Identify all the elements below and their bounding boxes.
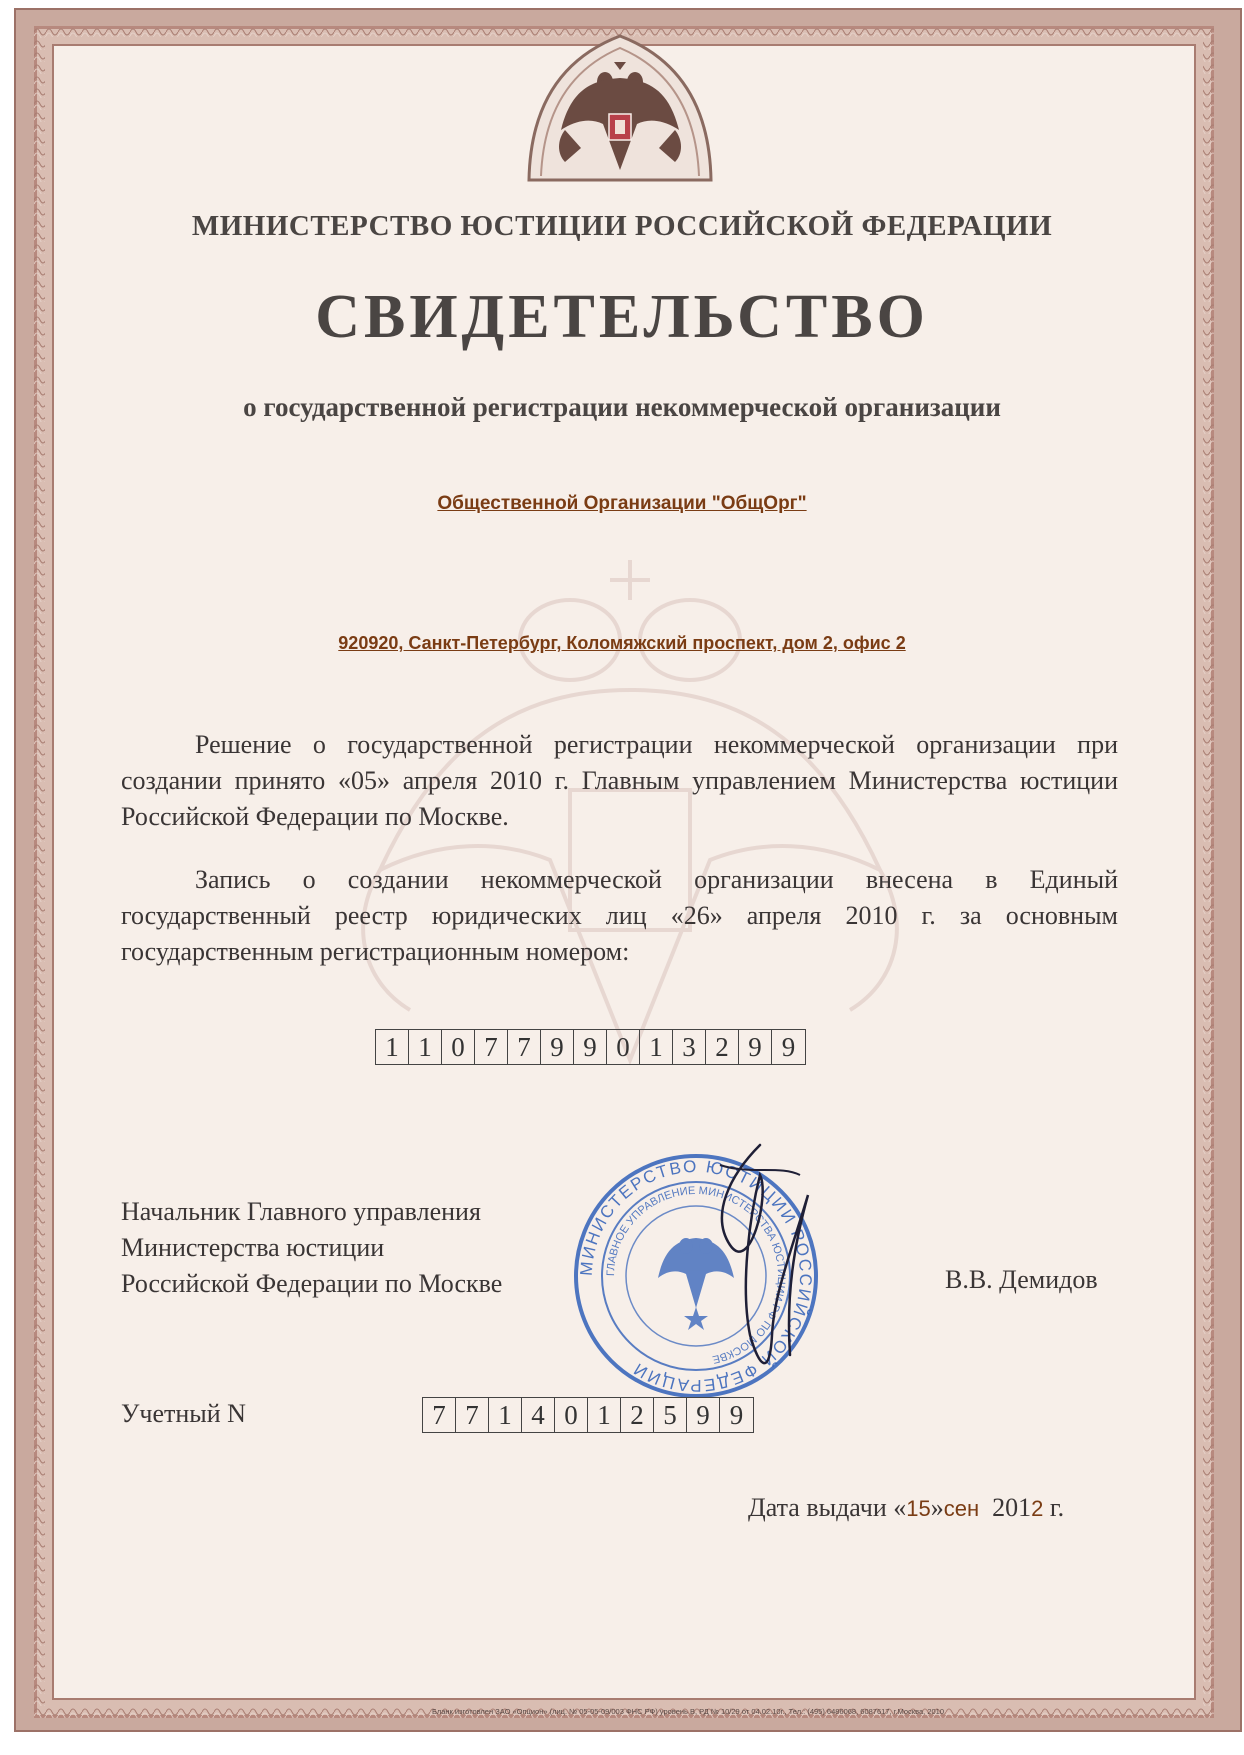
issue-date-separator: » <box>930 1493 944 1522</box>
digit-cell: 7 <box>508 1030 541 1064</box>
issue-month: сен <box>943 1496 980 1521</box>
digit-cell: 7 <box>423 1398 456 1432</box>
account-number-label: Учетный N <box>121 1399 246 1428</box>
ministry-header: МИНИСТЕРСТВО ЮСТИЦИИ РОССИЙСКОЙ ФЕДЕРАЦИИ <box>191 210 1053 242</box>
issue-year-last-digit: 2 <box>1031 1496 1044 1521</box>
digit-cell: 9 <box>574 1030 607 1064</box>
digit-cell: 1 <box>588 1398 621 1432</box>
form-printer-footer: Бланк изготовлен ЗАО «Опцион» (лиц. № 05-05-09/003 ФНС РФ) уровень В, РД № 10/29 от 04.02.10г., Тел.: (495) 6486068, 6087617, г.Москва, 2010 <box>432 1707 944 1716</box>
issue-date-label: Дата выдачи « <box>748 1493 907 1522</box>
seal-outer-text: МИНИСТЕРСТВО ЮСТИЦИИ РОССИЙСКОЙ ФЕДЕРАЦИИ <box>576 1156 816 1396</box>
issue-day: 15 <box>906 1496 931 1521</box>
registration-decision-paragraph: Решение о государственной регистрации некоммерческой организации при создании принято «05» апреля 2010 г. Главным управлением Министерства юстиции Российской Федерации по Москве. <box>121 730 1118 831</box>
digit-cell: 9 <box>739 1030 772 1064</box>
digit-cell: 9 <box>781 1032 796 1062</box>
issue-date <box>748 1493 1064 1523</box>
coat-of-arms-emblem <box>521 30 719 192</box>
document-title: СВИДЕТЕЛЬСТВО <box>315 283 929 351</box>
digit-cell: 7 <box>475 1030 508 1064</box>
issue-year-suffix: г. <box>1043 1493 1065 1522</box>
signatory-title <box>121 1194 502 1302</box>
digit-cell: 0 <box>607 1030 640 1064</box>
digit-cell: 7 <box>456 1398 489 1432</box>
digit-cell: 0 <box>555 1398 588 1432</box>
signatory-name: В.В. Демидов <box>945 1265 1098 1294</box>
ogrn-number-cells <box>375 1029 806 1065</box>
digit-cell: 4 <box>522 1398 555 1432</box>
digit-cell: 2 <box>621 1398 654 1432</box>
organization-name: Общественной Организации "ОбщОрг" <box>437 493 807 514</box>
document-subtitle: о государственной регистрации некоммерческой организации <box>243 392 1001 422</box>
account-number-cells <box>422 1397 754 1433</box>
organization-address: 920920, Санкт-Петербург, Коломяжский проспект, дом 2, офис 2 <box>338 633 906 653</box>
digit-cell: 1 <box>409 1030 442 1064</box>
handwritten-signature <box>690 1135 820 1385</box>
digit-cell: 9 <box>541 1030 574 1064</box>
signatory-title-line: Начальник Главного управления <box>121 1197 481 1226</box>
digit-cell: 2 <box>706 1030 739 1064</box>
digit-cell: 9 <box>729 1400 744 1430</box>
issue-year-prefix: 201 <box>992 1493 1032 1522</box>
signatory-title-line: Российской Федерации по Москве <box>121 1269 503 1298</box>
digit-cell: 3 <box>673 1030 706 1064</box>
digit-cell: 9 <box>687 1398 720 1432</box>
digit-cell: 1 <box>489 1398 522 1432</box>
digit-cell: 0 <box>442 1030 475 1064</box>
digit-cell: 5 <box>654 1398 687 1432</box>
digit-cell: 1 <box>640 1030 673 1064</box>
signatory-title-line: Министерства юстиции <box>121 1233 385 1262</box>
registry-record-paragraph: Запись о создании некоммерческой организации внесена в Единый государственный реестр юридических лиц «26» апреля 2010 г. за основным государственным регистрационным номером: <box>121 865 1118 966</box>
seal-inner-text: ГЛАВНОЕ УПРАВЛЕНИЕ МИНИСТЕРСТВА ЮСТИЦИИ РФ ПО МОСКВЕ <box>604 1184 788 1366</box>
digit-cell: 1 <box>376 1030 409 1064</box>
